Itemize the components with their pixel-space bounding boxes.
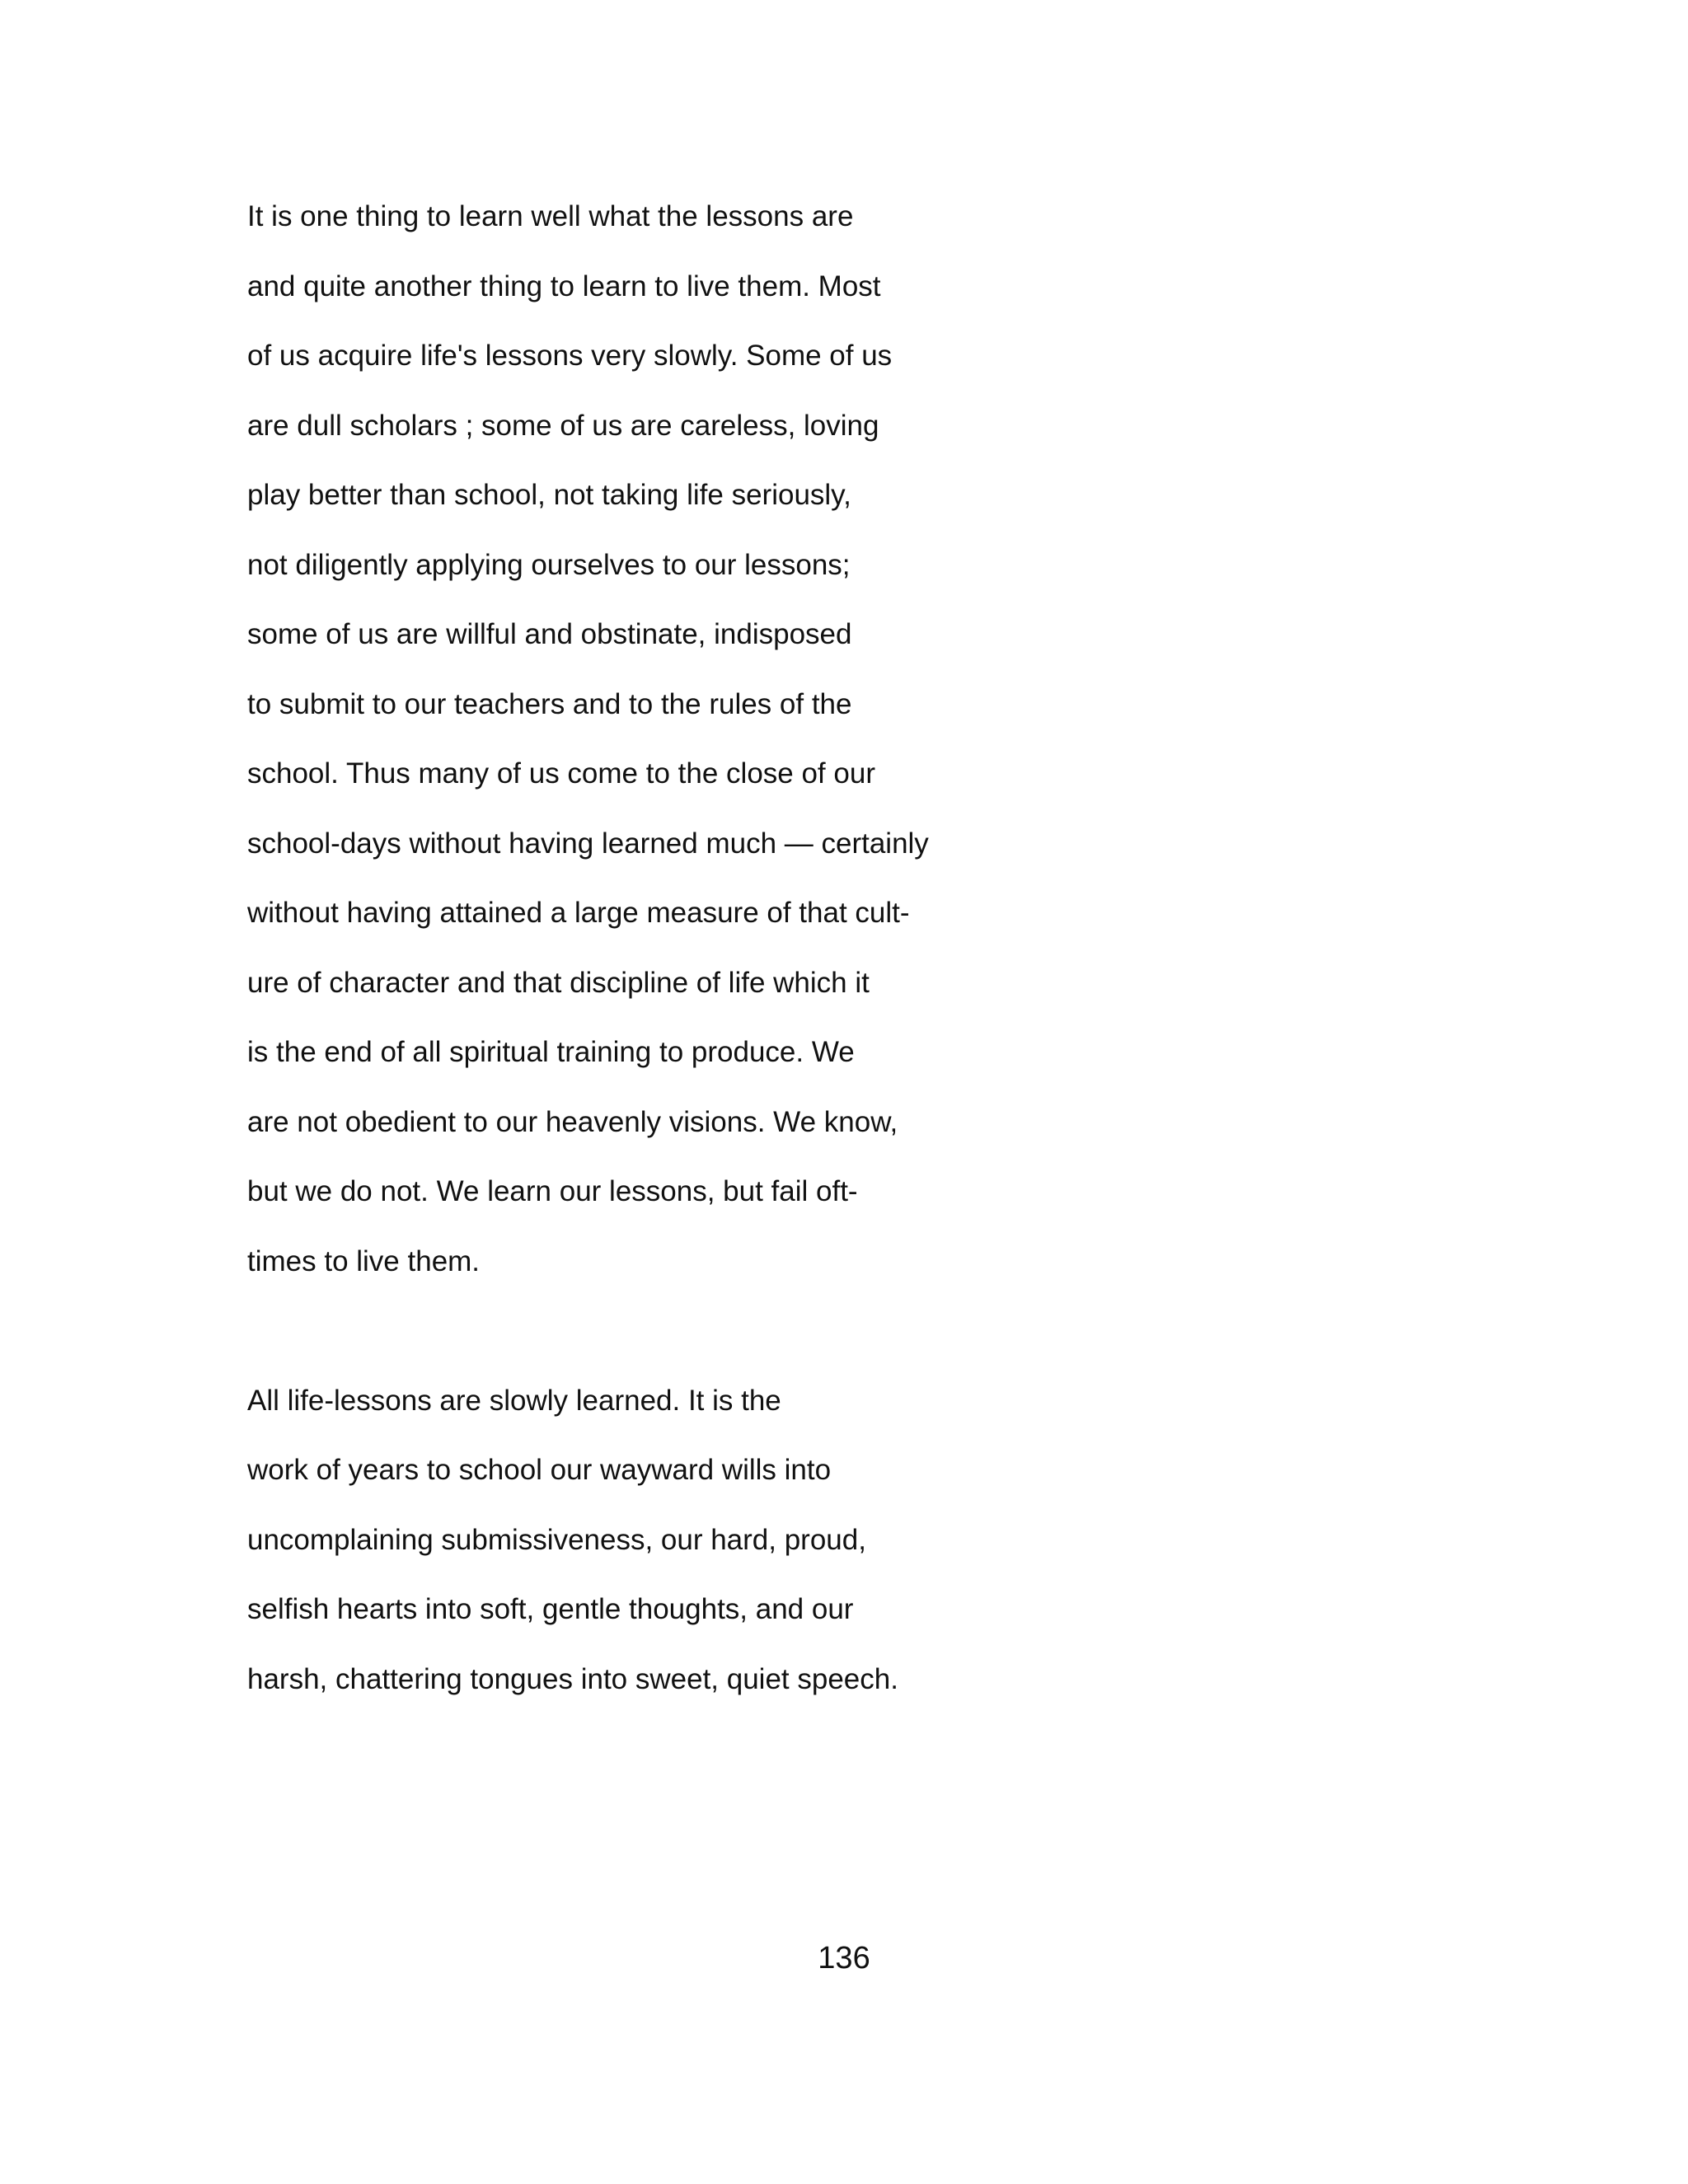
text-line: school. Thus many of us come to the close of our — [247, 757, 875, 790]
text-line: times to live them. — [247, 1245, 481, 1277]
page-number: 136 — [818, 1941, 870, 1975]
text-line: ure of character and that discipline of life which it — [247, 967, 870, 999]
text-line: but we do not. We learn our lessons, but fail oft- — [247, 1175, 858, 1207]
text-line: All life-lessons are slowly learned. It is the — [247, 1385, 781, 1417]
text-line: uncomplaining submissiveness, our hard, proud, — [247, 1524, 866, 1556]
text-line: without having attained a large measure of that cult- — [247, 897, 910, 929]
text-line: work of years to school our wayward wills into — [247, 1454, 832, 1486]
text-line: are not obedient to our heavenly visions. We know, — [247, 1106, 898, 1138]
text-line: of us acquire life's lessons very slowly. Some of us — [247, 340, 893, 372]
text-line: harsh, chattering tongues into sweet, quiet speech. — [247, 1663, 898, 1695]
text-line: not diligently applying ourselves to our lessons; — [247, 549, 851, 581]
text-line: play better than school, not taking life seriously, — [247, 479, 851, 511]
text-line: is the end of all spiritual training to produce. We — [247, 1036, 855, 1068]
text-line: are dull scholars ; some of us are careless, loving — [247, 410, 879, 442]
text-line: It is one thing to learn well what the lessons are — [247, 200, 854, 232]
text-line: some of us are willful and obstinate, indisposed — [247, 618, 852, 650]
text-line: school-days without having learned much — certainly — [247, 827, 929, 860]
text-line: and quite another thing to learn to live them. Most — [247, 270, 881, 302]
text-line: to submit to our teachers and to the rules of the — [247, 688, 852, 720]
text-line: selfish hearts into soft, gentle thoughts, and our — [247, 1593, 854, 1625]
